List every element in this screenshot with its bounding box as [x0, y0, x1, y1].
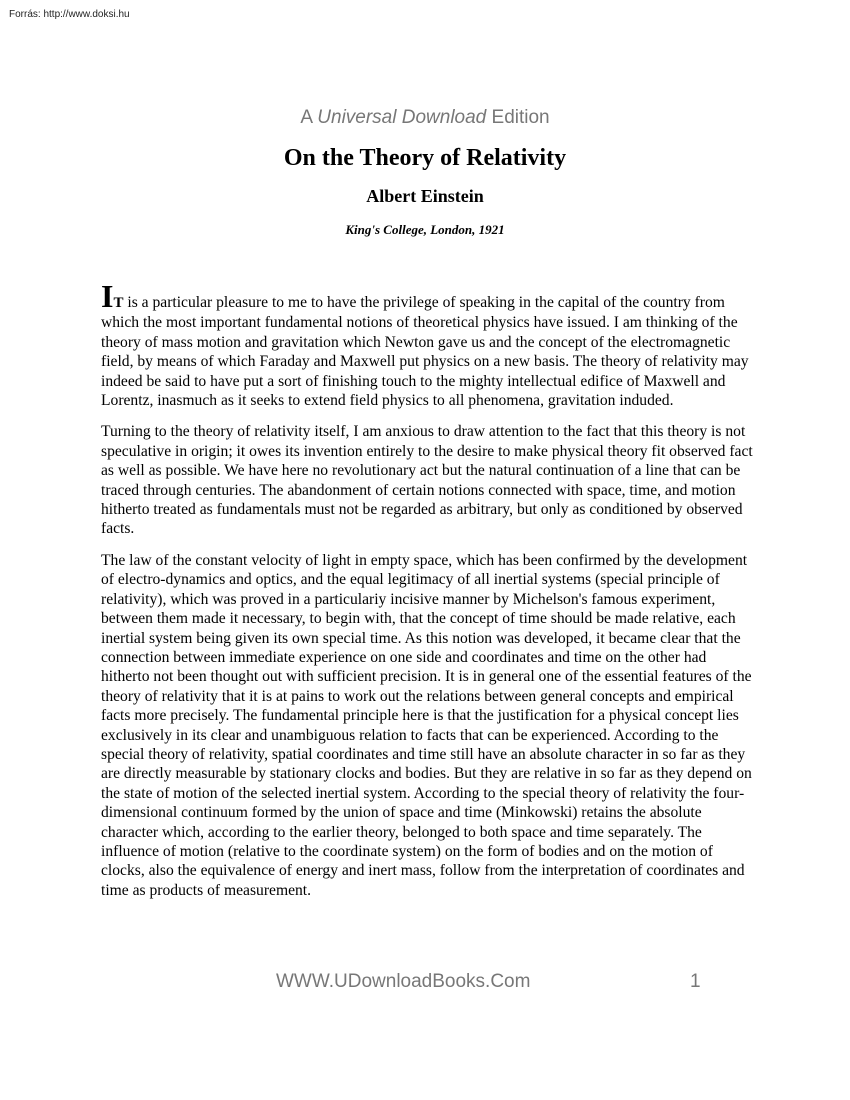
paragraph-1 [101, 278, 753, 410]
edition-line [0, 107, 850, 129]
paragraph-3: The law of the constant velocity of light in empty space, which has been confirmed by the development of electro-dynamics and optics, and the equal legitimacy of all inertial systems (special principle of relativity), which was proved in a particulariy incisive manner by Michelson's famous experiment, between them made it necessary, to begin with, that the concept of time should be made relative, each inertial system being given its own special time. As this notion was developed, it became clear that the connection between immediate experience on one side and coordinates and time on the other had hitherto not been thought out with sufficient precision. It is in general one of the essential features of the theory of relativity that it is at pains to work out the relations between general concepts and empirical facts more precisely. The fundamental principle here is that the justification for a physical concept lies exclusively in its clear and unambiguous relation to facts that can be experienced. According to the special theory of relativity, spatial coordinates and time still have an absolute character in so far as they are directly measurable by stationary clocks and bodies. But they are relative in so far as they depend on the state of motion of the selected inertial system. According to the special theory of relativity the four-dimensional continuum formed by the union of space and time (Minkowski) retains the absolute character which, according to the earlier theory, belonged to both space and time separately. The influence of motion (relative to the coordinate system) on the form of bodies and on the motion of clocks, also the equivalence of energy and inert mass, follow from the interpretation of coordinates and time as products of measurement. [101, 551, 752, 899]
footer-url[interactable]: WWW.UDownloadBooks.Com [276, 971, 531, 992]
author-name: Albert Einstein [366, 186, 484, 206]
drop-cap: I [101, 278, 114, 314]
paragraph-2: Turning to the theory of relativity itself, I am anxious to draw attention to the fact that this theory is not speculative in origin; it owes its invention entirely to the desire to make physical theory fit observed fact as well as possible. We have here no revolutionary act but the natural continuation of a line that can be traced through centuries. The abandonment of certain notions connected with space, time, and motion hitherto treated as fundamentals must not be regarded as arbitrary, but only as conditioned by observed facts. [101, 423, 753, 538]
source-link[interactable]: Forrás: http://www.doksi.hu [9, 9, 130, 20]
edition-italic: Universal Download [317, 107, 487, 128]
document-title: On the Theory of Relativity [283, 145, 567, 171]
venue-line: King's College, London, 1921 [345, 222, 505, 237]
page-number: 1 [690, 971, 701, 992]
small-caps: T [113, 295, 124, 311]
body-text [101, 278, 753, 912]
paragraph-1-text: is a particular pleasure to me to have the privilege of speaking in the capital of the country from which the most important fundamental notions of theoretical physics have issued. I am thinking of the theory of mass motion and gravitation which Newton gave us and the concept of the electromagnetic field, by means of which Faraday and Maxwell put physics on a new basis. The theory of relativity may indeed be said to have put a sort of finishing touch to the mighty intellectual edifice of Maxwell and Lorentz, inasmuch as it seeks to extend field physics to all phenomena, gravitation induded. [101, 294, 749, 410]
edition-suffix: Edition [486, 107, 550, 128]
edition-prefix: A [300, 107, 318, 128]
